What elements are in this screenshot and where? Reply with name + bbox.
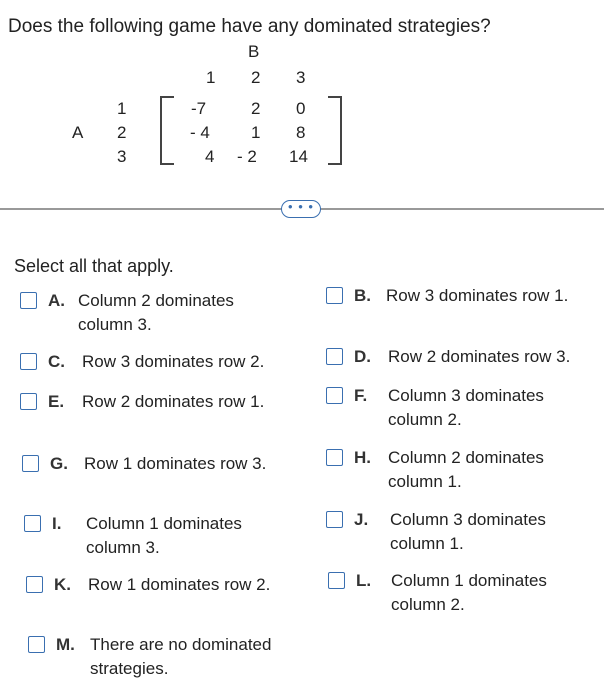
option-letter: D. — [354, 347, 371, 366]
matrix-cell: 0 — [296, 99, 306, 118]
row-label-3: 3 — [117, 147, 127, 166]
checkbox[interactable] — [28, 636, 45, 653]
option-k[interactable] — [26, 573, 306, 599]
option-b[interactable] — [326, 284, 601, 310]
option-j[interactable] — [326, 508, 596, 558]
instruction-text: Select all that apply. — [14, 256, 174, 276]
checkbox[interactable] — [328, 572, 345, 589]
option-h[interactable] — [326, 446, 596, 496]
option-letter: H. — [354, 448, 371, 467]
checkbox[interactable] — [26, 576, 43, 593]
option-text: Row 2 dominates row 1. — [82, 392, 265, 411]
option-m[interactable] — [28, 633, 308, 683]
matrix-cell: - 4 — [190, 123, 210, 142]
option-text: Row 2 dominates row 3. — [388, 347, 571, 366]
option-c[interactable] — [20, 350, 300, 376]
option-text: There are no dominated strategies. — [90, 635, 272, 678]
option-letter: E. — [48, 392, 65, 411]
checkbox[interactable] — [326, 449, 343, 466]
option-text: Row 3 dominates row 1. — [386, 286, 569, 305]
option-text: Column 2 dominates column 1. — [388, 448, 544, 491]
option-g[interactable] — [22, 452, 302, 478]
checkbox[interactable] — [20, 292, 37, 309]
checkbox[interactable] — [20, 393, 37, 410]
matrix-cell: 14 — [289, 147, 308, 166]
option-text: Row 1 dominates row 2. — [88, 575, 271, 594]
option-text: Row 3 dominates row 2. — [82, 352, 265, 371]
option-text: Column 1 dominates column 3. — [86, 514, 242, 557]
col-label-1: 1 — [206, 68, 216, 87]
option-d[interactable] — [326, 345, 601, 371]
option-letter: G. — [50, 454, 68, 473]
row-player-label: A — [72, 123, 84, 142]
matrix-cell: 1 — [251, 123, 261, 142]
matrix-cell: 2 — [251, 99, 261, 118]
option-letter: I. — [52, 514, 62, 533]
matrix-right-bracket — [328, 96, 342, 165]
col-player-label: B — [248, 42, 260, 61]
checkbox[interactable] — [326, 287, 343, 304]
checkbox[interactable] — [20, 353, 37, 370]
option-e[interactable] — [20, 390, 300, 416]
col-label-3: 3 — [296, 68, 306, 87]
question-text: Does the following game have any dominated strategies? — [8, 16, 491, 37]
checkbox[interactable] — [326, 348, 343, 365]
matrix-cell: 4 — [205, 147, 215, 166]
matrix-cell: - 2 — [237, 147, 257, 166]
checkbox[interactable] — [22, 455, 39, 472]
checkbox[interactable] — [326, 511, 343, 528]
option-letter: F. — [354, 386, 368, 405]
option-text: Column 2 dominates column 3. — [78, 291, 234, 334]
option-l[interactable] — [328, 569, 598, 619]
option-letter: L. — [356, 571, 372, 590]
matrix-left-bracket — [160, 96, 174, 165]
option-letter: B. — [354, 286, 371, 305]
option-letter: J. — [354, 510, 369, 529]
option-letter: M. — [56, 635, 75, 654]
option-letter: K. — [54, 575, 71, 594]
option-f[interactable] — [326, 384, 596, 434]
option-text: Column 3 dominates column 2. — [388, 386, 544, 429]
option-text: Column 3 dominates column 1. — [390, 510, 546, 553]
option-text: Row 1 dominates row 3. — [84, 454, 267, 473]
col-label-2: 2 — [251, 68, 261, 87]
checkbox[interactable] — [24, 515, 41, 532]
row-label-2: 2 — [117, 123, 127, 142]
matrix-cell: -7 — [191, 99, 207, 118]
row-label-1: 1 — [117, 99, 127, 118]
option-letter: C. — [48, 352, 65, 371]
option-i[interactable] — [24, 512, 294, 562]
matrix-cell: 8 — [296, 123, 306, 142]
more-button[interactable]: • • • — [281, 200, 321, 218]
checkbox[interactable] — [326, 387, 343, 404]
option-letter: A. — [48, 291, 65, 310]
option-text: Column 1 dominates column 2. — [391, 571, 547, 614]
option-a[interactable] — [20, 289, 290, 339]
